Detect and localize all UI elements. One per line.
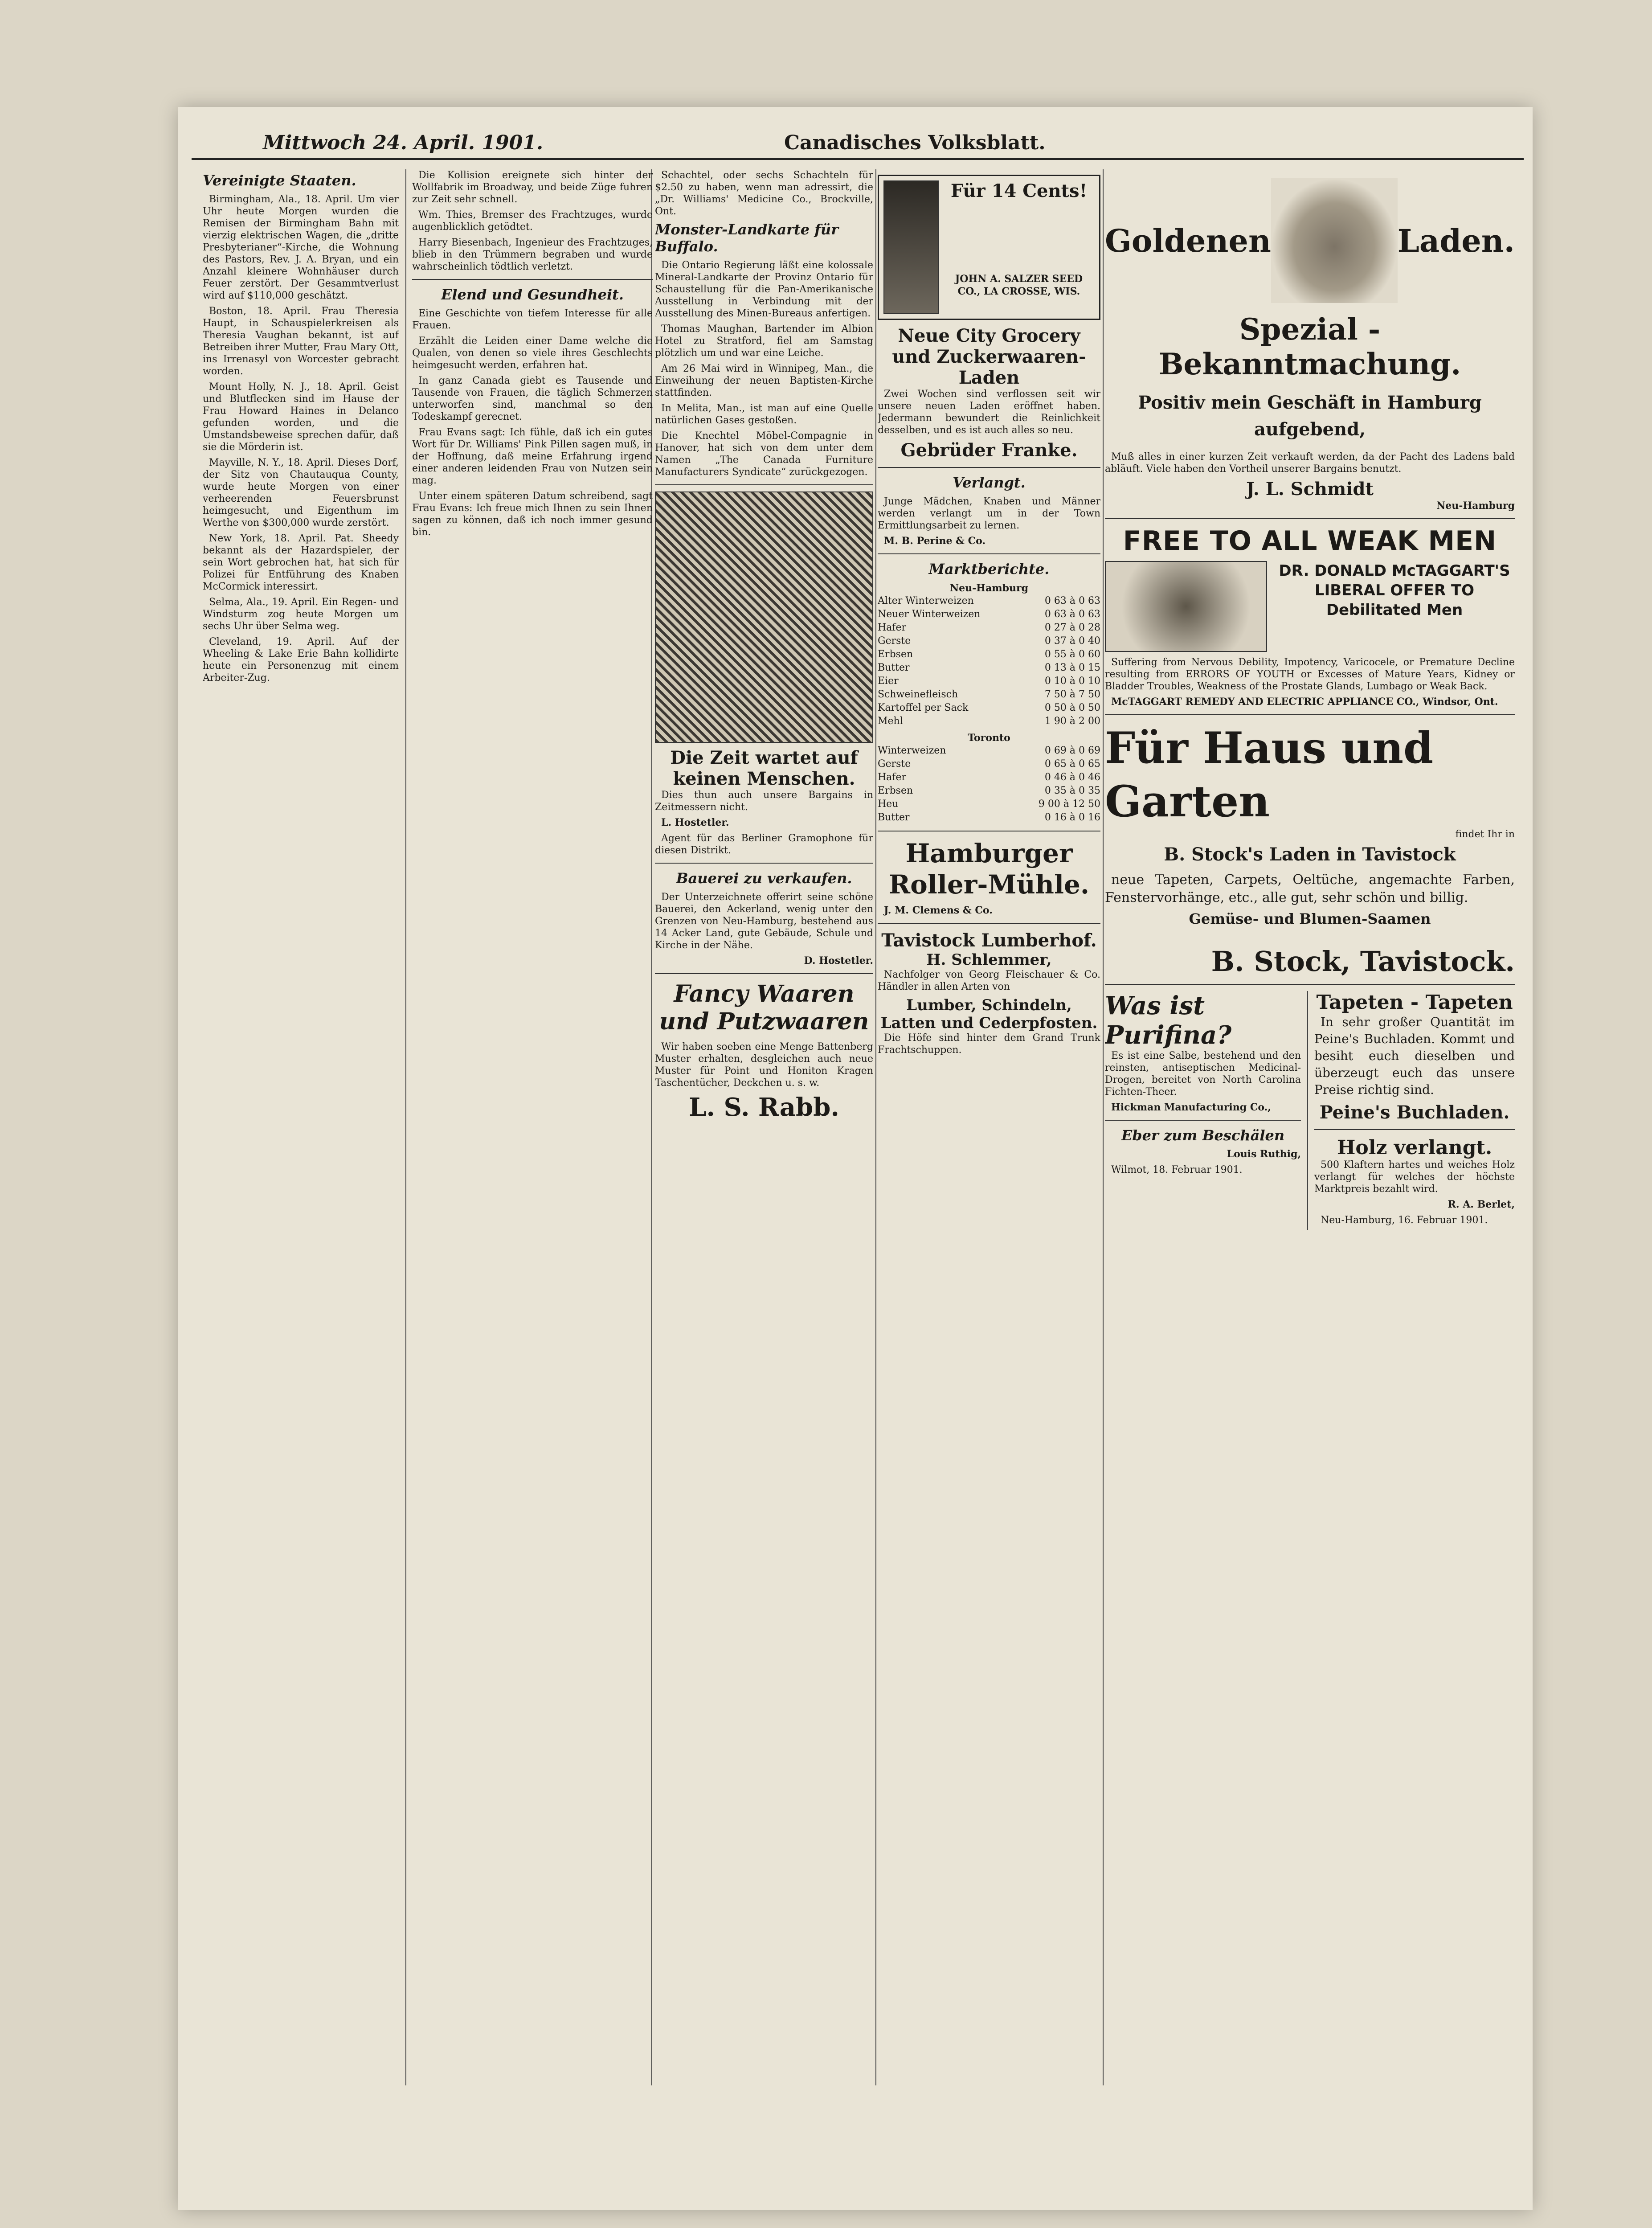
farm-ad-text: Der Unterzeichnete offerirt seine schöne Bauerei, den Ackerland, wenig unter den Grenzen von Neu-Hamburg, bestehend aus 14 Acker Land, gute Gebäude, Schule und Kirche in der Nähe. (655, 892, 873, 951)
article-title: Elend und Gesundheit. (441, 286, 624, 303)
farm-ad-sign: D. Hostetler. (804, 955, 873, 967)
mill-ad-title: Hamburger Roller-Mühle. (888, 838, 1090, 900)
market-row: Erbsen 0 35 à 0 35 (878, 785, 1100, 796)
fancy-ad-sign: L. S. Rabb. (689, 1093, 839, 1122)
purifina-title: Was ist Purifina? (1105, 991, 1232, 1050)
article-paragraph: Harry Biesenbach, Ingenieur des Frachtzuges, blieb in den Trümmern begraben und wurde wahrscheinlich tödtlich verletzt. (412, 237, 653, 272)
grocery-ad-sign: Gebrüder Franke. (900, 440, 1078, 461)
free-ad-company: McTAGGART REMEDY AND ELECTRIC APPLIANCE CO., Windsor, Ont. (1111, 696, 1498, 708)
market-row: Eier 0 10 à 0 10 (878, 676, 1100, 687)
lumber-ad-foot: Die Höfe sind hinter dem Grand Trunk Frachtschuppen. (878, 1032, 1100, 1056)
divider (1105, 1120, 1301, 1121)
market-title: Marktberichte. (928, 561, 1050, 577)
divider (878, 467, 1100, 468)
divider (878, 923, 1100, 924)
article-title: Monster-Landkarte für Buffalo. (655, 221, 839, 255)
eber-date: Wilmot, 18. Februar 1901. (1111, 1164, 1243, 1175)
free-ad-subtitle: DR. DONALD McTAGGART'S LIBERAL OFFER TO Debilitated Men (1279, 562, 1510, 619)
electric-belt-illustration (1105, 561, 1267, 652)
column-divider (1103, 169, 1104, 2085)
bottom-ads (1105, 991, 1515, 1230)
lion-ad-header (1105, 169, 1515, 312)
column-3 (655, 169, 873, 2103)
notice-text: Muß alles in einer kurzen Zeit verkauft werden, da der Pacht des Ladens bald abläuft. Viele haben den Vortheil unserer Bargains benutzt. (1105, 451, 1515, 475)
article-paragraph: New York, 18. April. Pat. Sheedy bekannt als der Hazardspieler, der sein Wort gebrochen hat, hat sich für Polizei für Entführung des Knaben McCormick interessirt. (203, 533, 399, 592)
clock-illustration (655, 491, 873, 743)
article-paragraph: Schachtel, oder sechs Schachteln für $2.50 zu haben, wenn man adressirt, die „Dr. Williams' Medicine Co., Brockville, Ont. (655, 170, 873, 217)
market-row: Winterweizen 0 69 à 0 69 (878, 745, 1100, 756)
mill-ad-sign: J. M. Clemens & Co. (884, 905, 993, 916)
article-subtitle: Eine Geschichte von tiefem Interesse für alle Frauen. (412, 308, 653, 331)
clock-ad-sub: Agent für das Berliner Gramophone für diesen Distrikt. (655, 833, 873, 856)
market-row: Mehl 1 90 à 2 00 (878, 716, 1100, 727)
purifina-text: Es ist eine Salbe, bestehend und den reinsten, antiseptischen Medicinal-Drogen, bereitet von North Carolina Fichten-Theer. (1105, 1050, 1301, 1098)
holz-text: 500 Klaftern hartes und weiches Holz verlangt für welches der höchste Marktpreis bezahlt wird. (1314, 1159, 1515, 1195)
fancy-ad-title: Fancy Waaren und Putzwaaren (659, 980, 869, 1035)
lion-illustration (1271, 178, 1398, 303)
holz-sign: R. A. Berlet, (1448, 1199, 1515, 1210)
purifina-company: Hickman Manufacturing Co., (1111, 1102, 1271, 1113)
lumber-ad-owner: H. Schlemmer, (926, 951, 1052, 969)
notice-subtitle: Positiv mein Geschäft in Hamburg aufgebend, (1138, 392, 1482, 440)
notice-place: Neu-Hamburg (1436, 500, 1515, 512)
market-row: Butter 0 13 à 0 15 (878, 662, 1100, 673)
column-divider (875, 169, 876, 2085)
notice-title: Spezial - Bekanntmachung. (1158, 312, 1461, 381)
divider (655, 863, 873, 864)
lumber-ad-title: Tavistock Lumberhof. (881, 930, 1097, 951)
header-rule (192, 158, 1524, 160)
lumber-ad-goods: Lumber, Schindeln, Latten und Cederpfosten. (880, 996, 1098, 1032)
article-paragraph: Cleveland, 19. April. Auf der Wheeling & Lake Erie Bahn kollidirte heute ein Personenzug mit einem Arbeiter-Zug. (203, 636, 399, 684)
divider (655, 484, 873, 485)
seed-ad (878, 175, 1100, 320)
market-row: Schweinefleisch 7 50 à 7 50 (878, 689, 1100, 700)
free-ad-body (1105, 561, 1515, 652)
wanted-ad-sign: M. B. Perine & Co. (884, 535, 986, 547)
market-subtitle: Neu-Hamburg (950, 582, 1028, 594)
divider (878, 553, 1100, 554)
column-divider (405, 169, 406, 2085)
free-ad-title: FREE TO ALL WEAK MEN (1123, 525, 1497, 557)
grocery-ad-text: Zwei Wochen sind verflossen seit wir unsere neuen Laden eröffnet haben. Jedermann bewundert die Reinlichkeit desselben, und es ist auch alles so neu. (878, 389, 1100, 436)
article-paragraph: Wm. Thies, Bremser des Frachtzuges, wurde augenblicklich getödtet. (412, 209, 653, 233)
column-5 (1105, 169, 1515, 2103)
haus-ad-text3: Gemüse- und Blumen-Saamen (1189, 910, 1431, 927)
divider (1105, 984, 1515, 985)
clock-ad-caption: Die Zeit wartet auf keinen Menschen. (670, 747, 858, 789)
lion-ad-right: Laden. (1397, 222, 1515, 259)
column-1 (203, 169, 399, 2103)
grocery-ad-title: Neue City Grocery und Zuckerwaaren-Laden (892, 325, 1086, 388)
article-paragraph: Boston, 18. April. Frau Theresia Haupt, in Schauspielerkreisen als Theresia Vaughan bekannt, ist auf Betreiben ihrer Mutter, Frau Mary Ott, ins Irrenasyl von Worcester gebracht worden. (203, 306, 399, 377)
bottom-left-ads (1105, 991, 1301, 1230)
article-paragraph: Selma, Ala., 19. April. Ein Regen- und Windsturm zog heute Morgen um sechs Uhr über Selma weg. (203, 597, 399, 632)
lumber-ad-text: Nachfolger von Georg Fleischauer & Co. Händler in allen Arten von (878, 969, 1100, 992)
wanted-ad-title: Verlangt. (953, 474, 1026, 491)
market-row: Gerste 0 37 à 0 40 (878, 635, 1100, 647)
divider (655, 973, 873, 974)
divider (1105, 518, 1515, 519)
bottom-right-ads (1307, 991, 1515, 1230)
tapeten-title: Tapeten - Tapeten (1316, 991, 1513, 1014)
article-paragraph: Die Knechtel Möbel-Compagnie in Hanover, hat sich von dem unter dem Namen „The Canada Furniture Manufacturers Syndicate“ zurückgezogen. (655, 430, 873, 478)
article-paragraph: Die Kollision ereignete sich hinter der Wollfabrik im Broadway, und beide Züge fuhren zur Zeit sehr schnell. (412, 170, 653, 205)
masthead: Canadisches Volksblatt. (784, 131, 1046, 154)
clock-ad-sign: L. Hostetler. (661, 817, 729, 828)
lion-ad-left: Goldenen (1105, 222, 1271, 259)
tapeten-sign: Peine's Buchladen. (1319, 1102, 1510, 1123)
article-paragraph: Mount Holly, N. J., 18. April. Geist und Blutflecken sind im Hause der Frau Howard Haines in Delanco gefunden worden, und die Umstandsbeweise sprechen dafür, daß sie die Mörderin ist. (203, 381, 399, 453)
market-row: Butter 0 16 à 0 16 (878, 812, 1100, 823)
article-paragraph: Am 26 Mai wird in Winnipeg, Man., die Einweihung der neuen Baptisten-Kirche stattfinden. (655, 363, 873, 398)
article-paragraph: Die Ontario Regierung läßt eine kolossale Mineral-Landkarte der Provinz Ontario für Schaustellung für die Pan-Amerikanische Ausstellung in Verbindung mit der Ausstellung des Minen-Bureaus anfertigen. (655, 260, 873, 319)
column-2 (412, 169, 653, 2103)
divider (1105, 714, 1515, 715)
article-paragraph: Thomas Maughan, Bartender im Albion Hotel zu Stratford, fiel am Samstag plötzlich um und war eine Leiche. (655, 324, 873, 359)
haus-ad-text2: neue Tapeten, Carpets, Oeltüche, angemachte Farben, Fenstervorhänge, etc., alle gut, sehr schön und billig. (1105, 872, 1515, 905)
market-row: Hafer 0 46 à 0 46 (878, 772, 1100, 783)
article-paragraph: Frau Evans sagt: Ich fühle, daß ich ein gutes Wort für Dr. Williams' Pink Pillen sagen muß, in der Hoffnung, daß meine Erfahrung irgend einer anderen leidenden Frau von Nutzen sein mag. (412, 427, 653, 486)
issue-date: Mittwoch 24. April. 1901. (263, 131, 544, 154)
eber-title: Eber zum Beschälen (1121, 1127, 1285, 1144)
article-paragraph: In ganz Canada giebt es Tausende und Tausende von Frauen, die täglich Schmerzen unterworfen sind, manchmal so den Todeskampf gerecnet. (412, 375, 653, 422)
market-row: Gerste 0 65 à 0 65 (878, 758, 1100, 770)
article-paragraph: Unter einem späteren Datum schreibend, sagt Frau Evans: Ich freue mich Ihnen zu sein Ihnen sagen zu können, daß ich noch immer gesund bin. (412, 491, 653, 538)
haus-ad-sign: B. Stock, Tavistock. (1211, 945, 1515, 978)
fancy-ad-text: Wir haben soeben eine Menge Battenberg Muster erhalten, desgleichen auch neue Muster für Point und Honiton Kragen Taschentücher, Deckchen u. s. w. (655, 1041, 873, 1089)
wanted-ad-text: Junge Mädchen, Knaben und Männer werden verlangt um in der Town Ermittlungsarbeit zu lernen. (878, 496, 1100, 531)
holz-title: Holz verlangt. (1337, 1136, 1493, 1159)
article-paragraph: Erzählt die Leiden einer Dame welche die Qualen, von denen so viele ihres Geschlechts heimgesucht werden, erfahren hat. (412, 336, 653, 371)
market-row: Alter Winterweizen 0 63 à 0 63 (878, 595, 1100, 606)
haus-ad-title: Für Haus und Garten (1105, 723, 1434, 827)
free-ad-text: Suffering from Nervous Debility, Impotency, Varicocele, or Premature Decline resulting from ERRORS OF YOUTH or Excesses of Mature Years, Kidney or Bladder Troubles, Weakness of the Prostate Glands, Lumbago or Weak Back. (1105, 657, 1515, 692)
market-table (878, 594, 1100, 728)
haus-ad-store: B. Stock's Laden in Tavistock (1164, 844, 1456, 865)
clock-ad-text: Dies thun auch unsere Bargains in Zeitmessern nicht. (655, 790, 873, 813)
market-row: Heu 9 00 à 12 50 (878, 799, 1100, 810)
toronto-title: Toronto (968, 732, 1010, 744)
farm-ad-title: Bauerei zu verkaufen. (676, 870, 852, 887)
seed-ad-company: JOHN A. SALZER SEED CO., LA CROSSE, WIS. (955, 273, 1083, 297)
eber-sign: Louis Ruthig, (1227, 1148, 1301, 1160)
seed-ad-title: Für 14 Cents! (950, 180, 1088, 201)
market-row: Kartoffel per Sack 0 50 à 0 50 (878, 702, 1100, 713)
article-paragraph: Mayville, N. Y., 18. April. Dieses Dorf, der Sitz von Chautauqua County, wurde heute Morgen von einer verheerenden Feuersbrunst heimgesucht, und Eigenthum im Werthe von $300,000 wurde zerstört. (203, 457, 399, 528)
divider (412, 279, 653, 280)
market-row: Hafer 0 27 à 0 28 (878, 622, 1100, 633)
section-title: Vereinigte Staaten. (203, 172, 356, 189)
divider (1314, 1129, 1515, 1130)
holz-date: Neu-Hamburg, 16. Februar 1901. (1321, 1215, 1488, 1226)
market-row: Neuer Winterweizen 0 63 à 0 63 (878, 609, 1100, 620)
article-paragraph: In Melita, Man., ist man auf eine Quelle natürlichen Gases gestoßen. (655, 403, 873, 426)
notice-sign: J. L. Schmidt (1246, 479, 1374, 500)
market-row: Erbsen 0 55 à 0 60 (878, 649, 1100, 660)
column-4 (878, 169, 1100, 2103)
farmer-illustration (883, 180, 939, 314)
haus-ad-text1: findet Ihr in (1455, 829, 1515, 840)
toronto-table (878, 744, 1100, 824)
article-paragraph: Birmingham, Ala., 18. April. Um vier Uhr heute Morgen wurden die Remisen der Birmingham Bahn mit vierzig elektrischen Wagen, die „dritte Presbyterianer“-Kirche, die Wohnung des Pastors, Rev. J. A. Bryan, und ein Anzahl kleinere Wohnhäuser durch Feuer zerstört. Der Gesammtverlust wird auf $110,000 geschätzt. (203, 194, 399, 301)
tapeten-text: In sehr großer Quantität im Peine's Buchladen. Kommt und besiht euch dieselben und überzeugt euch das unsere Preise richtig sind. (1314, 1015, 1515, 1097)
